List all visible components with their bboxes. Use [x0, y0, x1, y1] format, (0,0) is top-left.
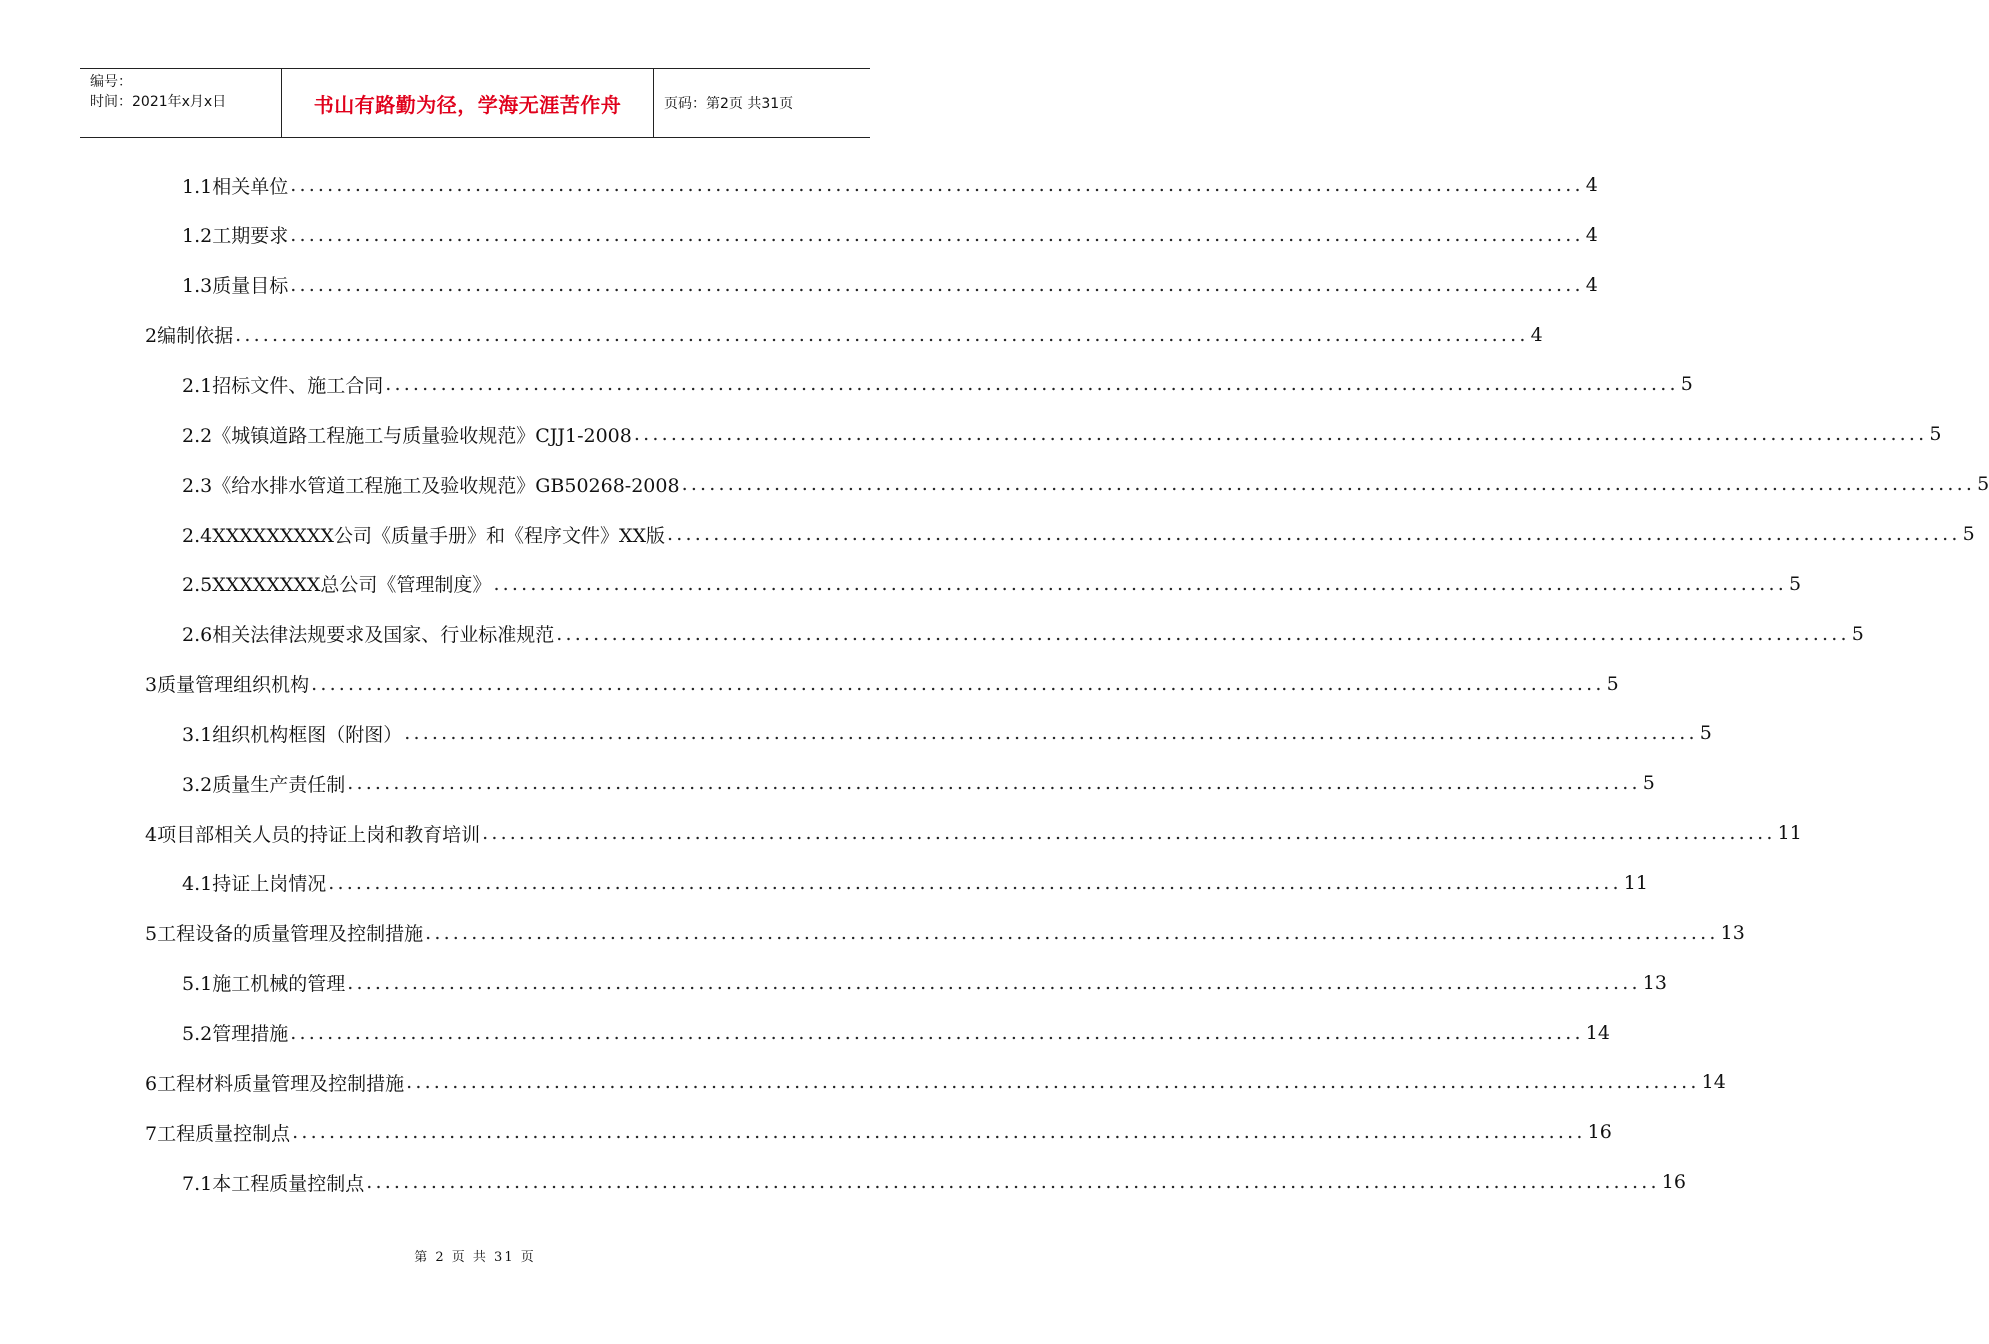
- toc-entry-title: 7.1本工程质量控制点: [182, 1172, 365, 1195]
- toc-entry[interactable]: [145, 669, 1619, 699]
- toc-entry[interactable]: [182, 768, 1655, 798]
- toc-entry-title: 2.2《城镇道路工程施工与质量验收规范》CJJ1-2008: [182, 424, 632, 447]
- header-meta-cell: [80, 69, 282, 137]
- toc-entry[interactable]: [182, 868, 1648, 898]
- toc-entry-title: 2.6相关法律法规要求及国家、行业标准规范: [182, 624, 555, 647]
- toc-entry-title: 2.5XXXXXXXX总公司《管理制度》: [182, 574, 492, 597]
- toc-entry-page: 4: [1530, 323, 1543, 346]
- toc-entry-page: 13: [1720, 921, 1745, 944]
- toc-entry-title: 2.4XXXXXXXXX公司《质量手册》和《程序文件》XX版: [182, 524, 666, 547]
- toc-leader-dots: ............................................................................................................................................: [406, 1071, 1700, 1094]
- toc-entry-title: 3质量管理组织机构: [145, 674, 310, 696]
- toc-leader-dots: ............................................................................................................................................: [667, 523, 1961, 545]
- toc-entry-title: 2.1招标文件、施工合同: [182, 374, 384, 397]
- toc-entry[interactable]: [182, 270, 1598, 300]
- toc-entry[interactable]: [182, 1167, 1686, 1197]
- toc-entry-page: 14: [1701, 1071, 1726, 1094]
- toc-entry[interactable]: [182, 619, 1864, 649]
- toc-entry-page: 16: [1661, 1171, 1686, 1193]
- toc-entry-title: 4项目部相关人员的持证上岗和教育培训: [145, 823, 481, 846]
- toc-entry-title: 4.1持证上岗情况: [182, 873, 327, 896]
- toc-entry-title: 7工程质量控制点: [145, 1122, 291, 1145]
- toc-entry-title: 5.1施工机械的管理: [182, 973, 346, 996]
- toc-leader-dots: ............................................................................................................................................: [347, 971, 1641, 994]
- toc-leader-dots: ............................................................................................................................................: [633, 423, 1928, 446]
- toc-leader-dots: ............................................................................................................................................: [290, 273, 1584, 296]
- toc-leader-dots: ............................................................................................................................................: [681, 473, 1976, 496]
- toc-leader-dots: ............................................................................................................................................: [385, 373, 1679, 396]
- toc-entry-title: 1.2工期要求: [182, 225, 289, 248]
- toc-entry[interactable]: [145, 1067, 1726, 1097]
- toc-leader-dots: ............................................................................................................................................: [366, 1171, 1660, 1193]
- toc-leader-dots: ............................................................................................................................................: [482, 822, 1776, 845]
- toc-entry-page: 4: [1585, 273, 1598, 296]
- toc-entry-page: 5: [1977, 473, 1989, 496]
- toc-entry-page: 5: [1699, 722, 1712, 745]
- toc-entry[interactable]: [182, 220, 1598, 250]
- toc-entry-title: 6工程材料质量管理及控制措施: [145, 1072, 405, 1095]
- toc-leader-dots: ............................................................................................................................................: [347, 772, 1641, 795]
- toc-leader-dots: ............................................................................................................................................: [328, 871, 1622, 894]
- document-number-label: 编号：: [90, 74, 132, 90]
- toc-entry[interactable]: [145, 918, 1745, 948]
- toc-entry-title: 3.2质量生产责任制: [182, 773, 346, 796]
- toc-entry[interactable]: [145, 1117, 1612, 1147]
- toc-leader-dots: ............................................................................................................................................: [235, 323, 1529, 346]
- toc-entry-page: 4: [1585, 223, 1598, 246]
- toc-entry[interactable]: [182, 469, 1989, 499]
- toc-entry-page: 14: [1585, 1021, 1610, 1044]
- toc-leader-dots: ............................................................................................................................................: [290, 223, 1584, 246]
- toc-entry-page: 5: [1929, 423, 1942, 446]
- toc-entry-page: 13: [1642, 971, 1667, 994]
- toc-entry[interactable]: [182, 718, 1712, 748]
- toc-entry-page: 5: [1962, 523, 1975, 545]
- toc-leader-dots: ............................................................................................................................................: [556, 622, 1850, 645]
- toc-entry-page: 5: [1680, 373, 1693, 396]
- header-motto-cell: [282, 69, 654, 137]
- toc-entry[interactable]: [182, 1018, 1610, 1048]
- toc-entry[interactable]: [145, 320, 1543, 350]
- toc-entry-page: 5: [1851, 622, 1864, 645]
- toc-entry[interactable]: [182, 968, 1667, 998]
- header-page-cell: [654, 69, 870, 137]
- toc-entry-page: 5: [1606, 672, 1619, 695]
- toc-entry-title: 2.3《给水排水管道工程施工及验收规范》GB50268-2008: [182, 474, 680, 497]
- toc-entry-page: 11: [1623, 871, 1648, 894]
- toc-entry-page: 5: [1788, 572, 1802, 595]
- header-page-label: 页码：第2页 共31页: [664, 96, 794, 112]
- toc-entry-page: 11: [1777, 822, 1802, 845]
- page-footer: 第 2 页 共 31 页: [414, 1250, 536, 1265]
- toc-entry-title: 5.2管理措施: [182, 1023, 289, 1045]
- toc-entry[interactable]: [182, 569, 1802, 599]
- toc-entry-title: 3.1组织机构框图（附图）: [182, 723, 403, 746]
- toc-leader-dots: ............................................................................................................................................: [292, 1121, 1586, 1144]
- header-motto: 书山有路勤为径，学海无涯苦作舟: [313, 92, 622, 117]
- document-time-label: 时间：2021年x月x日: [90, 94, 227, 110]
- toc-leader-dots: ............................................................................................................................................: [311, 672, 1605, 695]
- toc-leader-dots: ............................................................................................................................................: [493, 572, 1787, 595]
- toc-entry[interactable]: [145, 818, 1802, 848]
- toc-entry-title: 1.1相关单位: [182, 175, 289, 198]
- toc-entry-page: 4: [1585, 174, 1598, 196]
- toc-entry-title: 2编制依据: [145, 325, 234, 348]
- toc-entry[interactable]: [182, 519, 1975, 549]
- toc-entry-title: 1.3质量目标: [182, 275, 289, 298]
- toc-entry[interactable]: [182, 419, 1942, 449]
- toc-entry-page: 5: [1642, 772, 1655, 795]
- toc-entry[interactable]: [182, 369, 1693, 399]
- toc-leader-dots: ............................................................................................................................................: [425, 921, 1719, 944]
- toc-entry[interactable]: [182, 170, 1598, 200]
- toc-leader-dots: ............................................................................................................................................: [290, 174, 1584, 196]
- page-header: [80, 68, 870, 138]
- toc-leader-dots: ............................................................................................................................................: [404, 722, 1698, 745]
- toc-entry-page: 16: [1587, 1121, 1612, 1144]
- toc-leader-dots: ............................................................................................................................................: [290, 1021, 1584, 1044]
- toc-entry-title: 5工程设备的质量管理及控制措施: [145, 923, 424, 946]
